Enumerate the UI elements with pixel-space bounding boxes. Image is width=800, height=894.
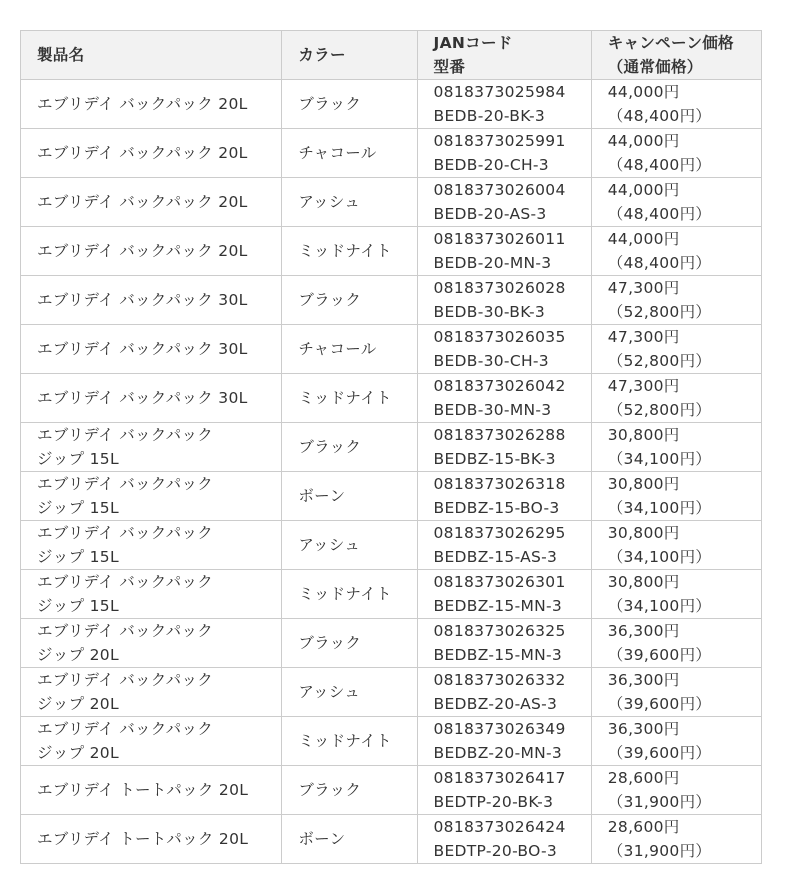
cell-jan-model: 0818373026318 BEDBZ-15-BO-3 [417,472,591,521]
cell-jan-model: 0818373026011 BEDB-20-MN-3 [417,227,591,276]
table-body [21,80,762,864]
cell-jan-model: 0818373026028 BEDB-30-BK-3 [417,276,591,325]
table-row [21,815,762,864]
cell-color: アッシュ [282,178,417,227]
cell-color: チャコール [282,325,417,374]
table-row [21,80,762,129]
header-product-name: 製品名 [21,31,282,80]
cell-jan-model: 0818373025984 BEDB-20-BK-3 [417,80,591,129]
cell-product-name: エブリデイ バックパック 30L [21,325,282,374]
cell-price: 47,300円 （52,800円） [591,325,761,374]
cell-color: ブラック [282,619,417,668]
table-header-row [21,31,762,80]
cell-product-name: エブリデイ バックパック ジップ 15L [21,423,282,472]
cell-product-name: エブリデイ バックパック 30L [21,276,282,325]
table-row [21,521,762,570]
cell-price: 36,300円 （39,600円） [591,668,761,717]
table-row [21,619,762,668]
cell-product-name: エブリデイ バックパック ジップ 20L [21,668,282,717]
cell-color: ミッドナイト [282,374,417,423]
cell-jan-model: 0818373026417 BEDTP-20-BK-3 [417,766,591,815]
table-row [21,668,762,717]
cell-product-name: エブリデイ トートパック 20L [21,815,282,864]
cell-jan-model: 0818373026424 BEDTP-20-BO-3 [417,815,591,864]
cell-color: ボーン [282,472,417,521]
cell-product-name: エブリデイ バックパック ジップ 20L [21,717,282,766]
table-row [21,570,762,619]
cell-jan-model: 0818373026301 BEDBZ-15-MN-3 [417,570,591,619]
header-jan-model: JANコード 型番 [417,31,591,80]
header-color: カラー [282,31,417,80]
cell-color: ボーン [282,815,417,864]
cell-jan-model: 0818373026332 BEDBZ-20-AS-3 [417,668,591,717]
cell-color: ブラック [282,276,417,325]
cell-jan-model: 0818373026042 BEDB-30-MN-3 [417,374,591,423]
cell-price: 28,600円 （31,900円） [591,815,761,864]
table-row [21,129,762,178]
cell-color: アッシュ [282,521,417,570]
cell-price: 36,300円 （39,600円） [591,619,761,668]
table-row [21,717,762,766]
product-table [20,30,762,864]
cell-product-name: エブリデイ バックパック ジップ 20L [21,619,282,668]
table-row [21,178,762,227]
cell-price: 30,800円 （34,100円） [591,472,761,521]
cell-price: 44,000円 （48,400円） [591,129,761,178]
cell-color: ブラック [282,766,417,815]
table-row [21,276,762,325]
table-row [21,325,762,374]
cell-jan-model: 0818373025991 BEDB-20-CH-3 [417,129,591,178]
table-row [21,766,762,815]
table-row [21,374,762,423]
cell-jan-model: 0818373026288 BEDBZ-15-BK-3 [417,423,591,472]
cell-jan-model: 0818373026004 BEDB-20-AS-3 [417,178,591,227]
cell-color: アッシュ [282,668,417,717]
cell-price: 30,800円 （34,100円） [591,521,761,570]
cell-price: 44,000円 （48,400円） [591,227,761,276]
cell-product-name: エブリデイ バックパック 30L [21,374,282,423]
cell-color: ブラック [282,423,417,472]
cell-price: 44,000円 （48,400円） [591,80,761,129]
cell-color: ミッドナイト [282,570,417,619]
cell-color: ミッドナイト [282,227,417,276]
cell-product-name: エブリデイ バックパック ジップ 15L [21,570,282,619]
cell-jan-model: 0818373026349 BEDBZ-20-MN-3 [417,717,591,766]
header-price: キャンペーン価格 （通常価格） [591,31,761,80]
cell-price: 47,300円 （52,800円） [591,374,761,423]
cell-price: 30,800円 （34,100円） [591,423,761,472]
cell-price: 28,600円 （31,900円） [591,766,761,815]
cell-jan-model: 0818373026035 BEDB-30-CH-3 [417,325,591,374]
cell-product-name: エブリデイ バックパック ジップ 15L [21,472,282,521]
cell-color: ブラック [282,80,417,129]
cell-product-name: エブリデイ トートパック 20L [21,766,282,815]
table-row [21,472,762,521]
table-row [21,227,762,276]
cell-product-name: エブリデイ バックパック 20L [21,178,282,227]
cell-color: チャコール [282,129,417,178]
cell-price: 44,000円 （48,400円） [591,178,761,227]
cell-product-name: エブリデイ バックパック 20L [21,227,282,276]
cell-product-name: エブリデイ バックパック 20L [21,80,282,129]
cell-jan-model: 0818373026325 BEDBZ-15-MN-3 [417,619,591,668]
cell-price: 47,300円 （52,800円） [591,276,761,325]
cell-product-name: エブリデイ バックパック 20L [21,129,282,178]
cell-price: 36,300円 （39,600円） [591,717,761,766]
cell-product-name: エブリデイ バックパック ジップ 15L [21,521,282,570]
cell-jan-model: 0818373026295 BEDBZ-15-AS-3 [417,521,591,570]
table-row [21,423,762,472]
cell-price: 30,800円 （34,100円） [591,570,761,619]
cell-color: ミッドナイト [282,717,417,766]
